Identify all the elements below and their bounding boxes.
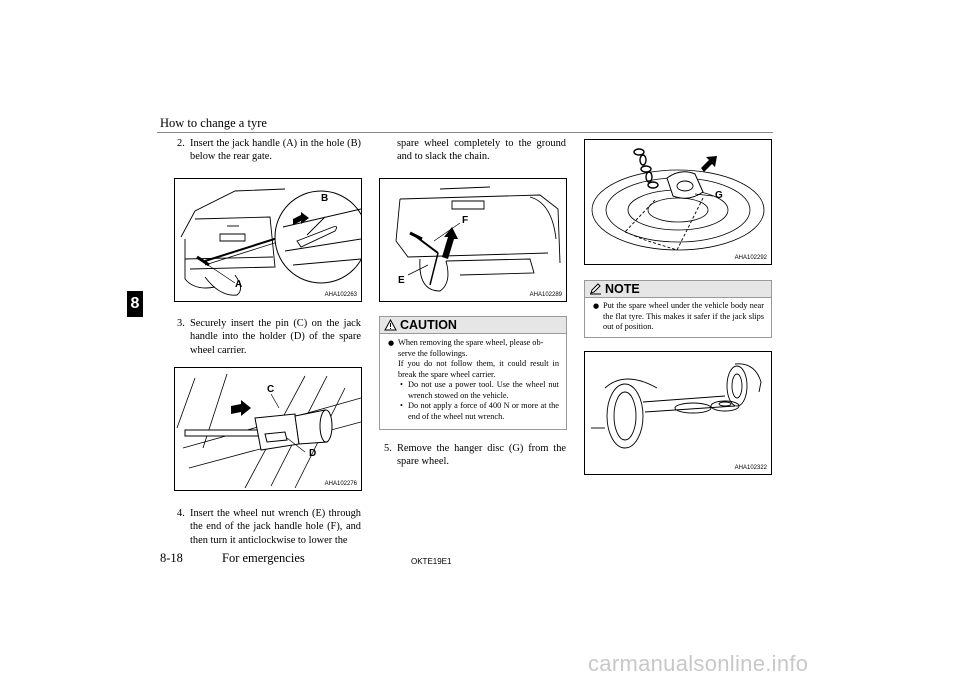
sub-bullet-icon: • <box>400 380 403 389</box>
note-text: Put the spare wheel under the vehicle body near the flat tyre. This makes it safer if the jack slips out of position. <box>603 301 764 331</box>
figure-jack-handle-hole <box>174 178 362 302</box>
step-5 <box>384 442 566 469</box>
caution-bullet-line: serve the followings. <box>398 348 468 358</box>
sub-bullet-icon: • <box>400 401 403 410</box>
warning-triangle-icon <box>384 319 397 331</box>
caution-body <box>380 334 566 426</box>
step-4-continued: spare wheel completely to the ground and to slack the chain. <box>397 138 566 163</box>
label-g: G <box>715 190 723 201</box>
label-e: E <box>398 275 405 286</box>
figure-code: AHA102263 <box>324 292 357 298</box>
chapter-tab: 8 <box>127 291 143 317</box>
figure-spare-under-body <box>584 351 772 475</box>
figure-code: AHA102289 <box>529 292 562 298</box>
tyres-under-vehicle-illustration <box>585 352 771 474</box>
label-c: C <box>267 384 275 395</box>
step-number: 4. <box>177 508 185 519</box>
rear-bumper-illustration <box>175 179 361 301</box>
step-4 <box>177 507 361 547</box>
step-number: 2. <box>177 138 185 149</box>
watermark: carmanualsonline.info <box>588 651 809 676</box>
step-text: Securely insert the pin (C) on the jack handle into the holder (D) of the spare wheel carrier. <box>190 318 361 356</box>
label-b: B <box>321 193 329 204</box>
note-header <box>585 281 771 298</box>
figure-wheel-nut-wrench <box>379 178 567 302</box>
figure-code: AHA102276 <box>324 481 357 487</box>
caution-sub-item <box>398 380 559 401</box>
caution-sub-item <box>398 401 559 422</box>
step-2 <box>177 137 361 164</box>
note-title: NOTE <box>605 282 640 296</box>
figure-pin-holder <box>174 367 362 491</box>
page-header-title: How to change a tyre <box>160 116 267 130</box>
caution-bullet <box>388 338 559 422</box>
step-number: 3. <box>177 318 185 329</box>
label-a: A <box>235 279 243 290</box>
step-text: Remove the hanger disc (G) from the spare wheel. <box>397 443 566 468</box>
step-3 <box>177 317 361 357</box>
header-divider <box>157 132 773 133</box>
caution-title: CAUTION <box>400 318 457 332</box>
bullet-icon: ● <box>593 302 600 310</box>
note-body <box>585 298 771 337</box>
caution-bullet-line: When removing the spare wheel, please ob- <box>398 338 544 347</box>
bullet-icon: ● <box>388 339 395 347</box>
document-code: OKTE19E1 <box>411 557 452 566</box>
figure-hanger-disc <box>584 139 772 265</box>
step-number: 5. <box>384 443 392 454</box>
section-name: For emergencies <box>222 551 305 565</box>
figure-code: AHA102322 <box>734 465 767 471</box>
note-pencil-icon <box>589 283 602 295</box>
label-f: F <box>462 215 469 226</box>
step-text: Insert the wheel nut wrench (E) through the end of the jack handle hole (F), and then turn it anticlockwise to lower the <box>190 508 361 546</box>
page-number: 8-18 <box>160 551 183 565</box>
wrench-illustration <box>380 179 566 301</box>
caution-box <box>379 316 567 430</box>
figure-code: AHA102292 <box>734 255 767 261</box>
label-d: D <box>309 448 317 459</box>
note-box <box>584 280 772 338</box>
caution-sub-text: Do not use a power tool. Use the wheel nut wrench stowed on the vehicle. <box>408 380 559 400</box>
step-text: Insert the jack handle (A) in the hole (B) below the rear gate. <box>190 138 361 163</box>
caution-paragraph: If you do not follow them, it could result in break the spare wheel carrier. <box>398 359 559 379</box>
spare-wheel-chain-illustration <box>585 140 771 264</box>
caution-header <box>380 317 566 334</box>
caution-sub-text: Do not apply a force of 400 N or more at the end of the wheel nut wrench. <box>408 401 559 421</box>
note-bullet <box>593 301 764 333</box>
